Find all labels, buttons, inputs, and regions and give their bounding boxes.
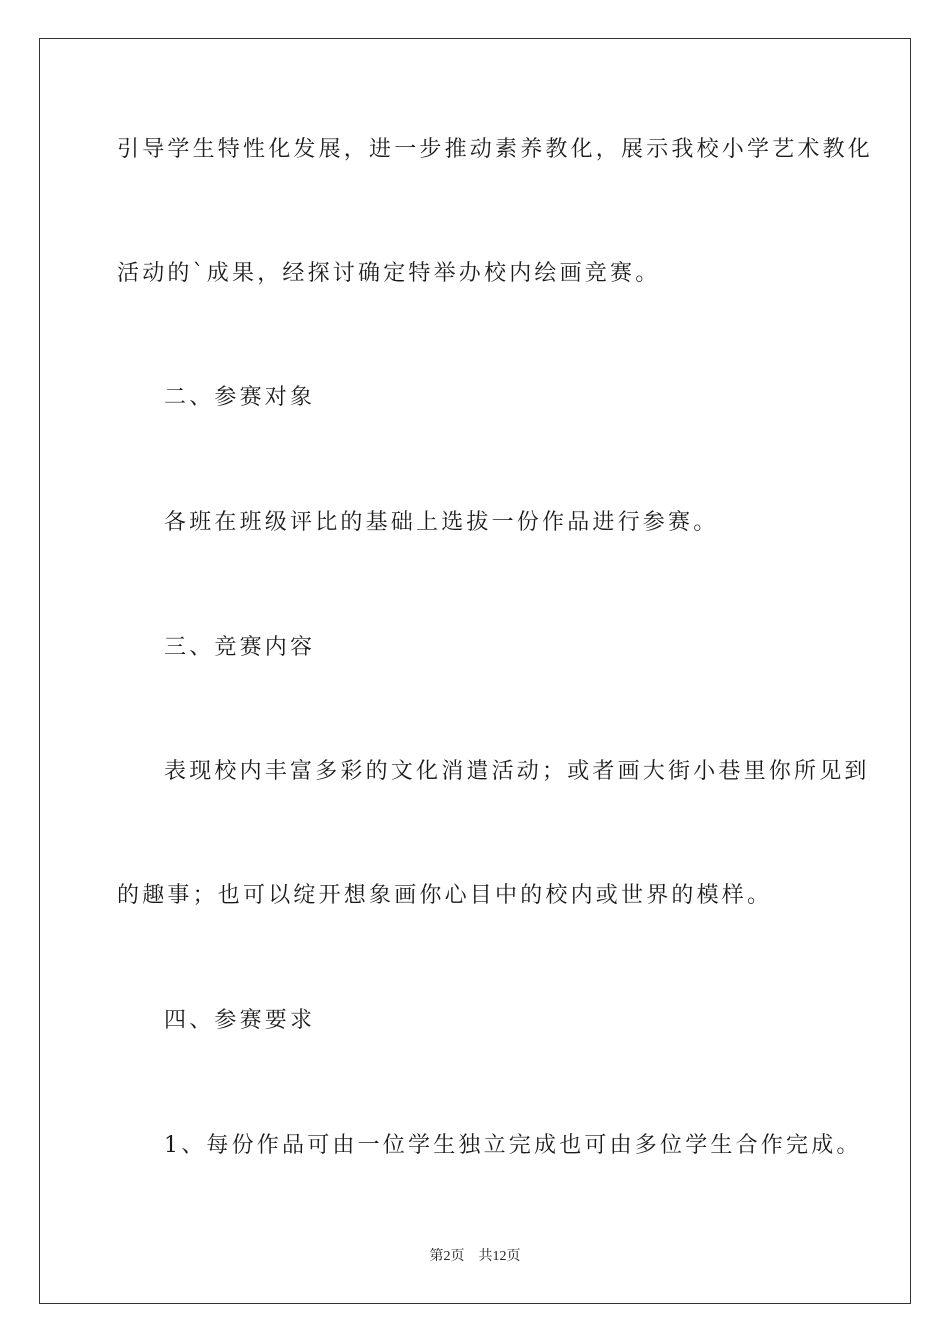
paragraph-content-line-2: 的趣事；也可以绽开想象画你心目中的校内或世界的模样。 [117,883,773,908]
page-border [39,38,911,1304]
section-heading-content: 三、竞赛内容 [164,635,316,660]
paragraph-line-2: 活动的`成果，经探讨确定特举办校内绘画竞赛。 [117,261,661,286]
paragraph-requirement-1: 1、每份作品可由一位学生独立完成也可由多位学生合作完成。 [164,1133,862,1158]
section-heading-participants: 二、参赛对象 [164,385,316,410]
page-number-footer: 第2页 共12页 [429,1249,521,1264]
paragraph-line-1: 引导学生特性化发展，进一步推动素养教化，展示我校小学艺术教化 [117,137,874,162]
paragraph-participants: 各班在班级评比的基础上选拔一份作品进行参赛。 [164,510,719,535]
paragraph-content-line-1: 表现校内丰富多彩的文化消遣活动；或者画大街小巷里你所见到 [164,759,870,784]
section-heading-requirements: 四、参赛要求 [164,1008,316,1033]
